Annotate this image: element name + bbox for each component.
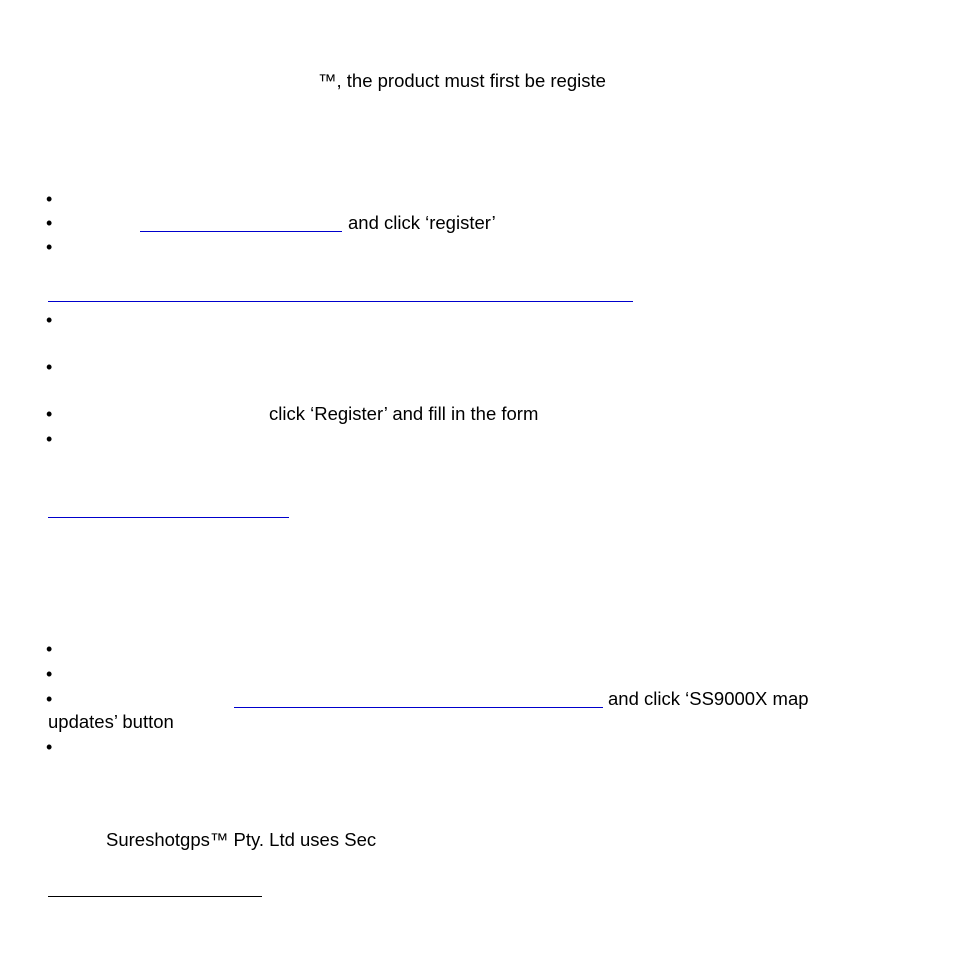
list2-bullet-2: • [46,357,53,377]
list1-bullet-2: • [46,213,53,233]
list1-item2-link[interactable] [140,231,342,232]
footer-sentence: Sureshotgps™ Pty. Ltd uses Sec [106,829,377,850]
list3-bullet-3: • [46,689,53,709]
list2-bullet-3: • [46,404,53,424]
list1-bullet-1: • [46,189,53,209]
list2-item3-text: click ‘Register’ and fill in the form [269,403,539,424]
list1-bullet-3: • [46,237,53,257]
list2-bullet-4: • [46,429,53,449]
list3-item3-text: and click ‘SS9000X map [608,688,809,709]
list2-bullet-1: • [46,310,53,330]
list1-item2-text: and click ‘register’ [348,212,496,233]
footnote-separator [48,896,262,897]
intro-text: ™, the product must first be registe [318,70,606,91]
list3-item3-continuation: updates’ button [48,711,174,732]
standalone-link-1[interactable] [48,301,633,302]
standalone-link-2[interactable] [48,517,289,518]
list3-bullet-2: • [46,664,53,684]
list3-item3-link[interactable] [234,707,603,708]
list3-bullet-1: • [46,639,53,659]
list3-bullet-4: • [46,737,53,757]
